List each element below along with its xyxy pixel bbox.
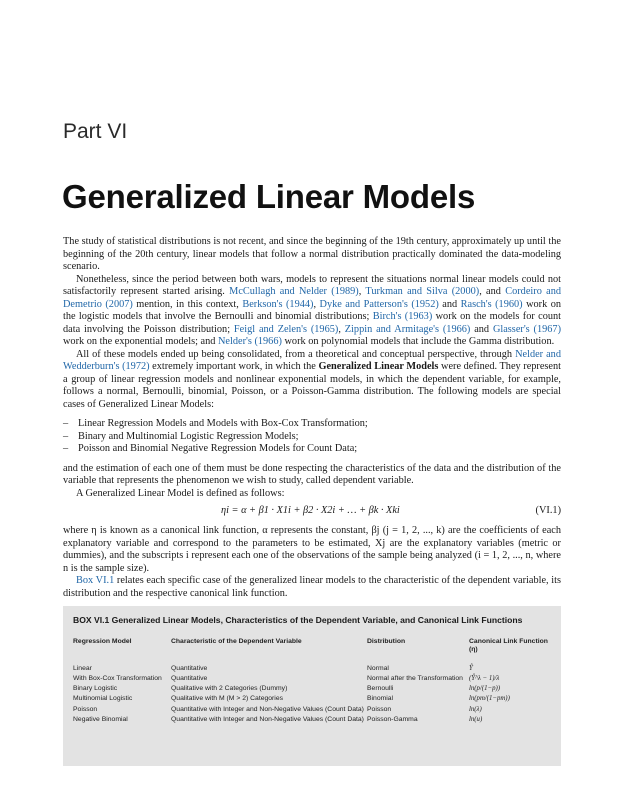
citation-link[interactable]: Rasch's (1960) (460, 298, 523, 310)
cell-model: Poisson (73, 705, 98, 713)
table-row (73, 716, 553, 726)
cell-model: Linear (73, 664, 92, 672)
cell-distribution: Normal (367, 664, 389, 672)
cell-characteristic: Quantitative (171, 664, 208, 672)
citation-link[interactable]: Cordeiro and Demetrio (2007) (63, 286, 562, 310)
text-run: were defined. They represent a group of linear regression models and nonlinear exponential models, in which the dependent variable, for example, follows a normal, Bernoulli, binomial, Poisson, or a Poisson-Gamma distribution. The following models are special cases of Generalized Linear Models: (63, 361, 561, 410)
paragraph-definition: A Generalized Linear Model is defined as follows: (76, 487, 285, 499)
cell-model: Negative Binomial (73, 716, 128, 724)
cell-link-function: (Ŷ^λ − 1)/λ (469, 674, 500, 682)
list-item-text: Linear Regression Models and Models with Box-Cox Transformation; (78, 418, 368, 429)
model-list (63, 418, 561, 456)
text-run: All of these models ended up being consolidated, from a theoretical and conceptual perspective, through (76, 348, 516, 360)
bold-term: Generalized Linear Models (318, 361, 439, 372)
text-run: relates each specific case of the generalized linear models to the characteristic of the dependent variable, its distribution and the respective canonical link function. (63, 575, 562, 599)
citation-link[interactable]: Feigl and Zelen's (1965) (233, 323, 339, 335)
citation-link[interactable]: Dyke and Patterson's (1952) (319, 298, 439, 310)
citation-link[interactable]: Berkson's (1944) (242, 298, 314, 310)
header-link-function: Canonical Link Function (η) (469, 638, 548, 654)
box-title: BOX VI.1 Generalized Linear Models, Characteristics of the Dependent Variable, and Canonical Link Functions (73, 615, 523, 625)
cell-model: Multinomial Logistic (73, 695, 133, 703)
paragraph-estimation: and the estimation of each one of them must be done respecting the characteristics of the data and the distribution of the variable that represents the phenomenon we wish to study, called dependent variable. (63, 462, 561, 486)
text-run: work on the exponential models; and (63, 336, 218, 347)
dash-bullet: – (63, 430, 69, 442)
paragraph-consolidation (63, 349, 561, 412)
header-characteristic: Characteristic of the Dependent Variable (171, 638, 302, 645)
body-text (63, 236, 561, 600)
text-run: and (438, 298, 461, 310)
table-row (73, 706, 553, 716)
cell-characteristic: Quantitative with Integer and Non-Negative Values (Count Data) (171, 716, 364, 724)
paragraph-where: where η is known as a canonical link function, α represents the constant, βj (j = 1, 2, ..., k) are the coefficients of each explanatory variable and correspond to the parameters to be estimated, Xj are the explanatory variables (metric or dummies), and the subscripts i represent each one of the observations of the sample being analyzed (i = 1, 2, ..., n, where n is the sample size). (63, 525, 561, 574)
box-vi-1 (63, 606, 561, 766)
text-run: work on polynomial models that include the Gamma distribution. (281, 336, 555, 347)
text-run: , (358, 286, 366, 297)
chapter-title: Generalized Linear Models (62, 178, 476, 215)
equation-vi-1 (63, 505, 561, 519)
list-item (63, 431, 561, 444)
paragraph-intro: The study of statistical distributions is not recent, and since the beginning of the 19th century, approximately up until the beginning of the 20th century, linear models that follow a normal distribution practically dominated the data-modeling scenario. (63, 236, 561, 272)
text-run: and (470, 323, 493, 335)
table-row (73, 665, 553, 675)
cell-link-function: ln(u) (469, 716, 483, 724)
dash-bullet: – (63, 418, 69, 429)
cell-link-function: ln(p/(1−p)) (469, 685, 501, 693)
text-run: work on the logistic models that involve the Bernoulli and binomial distributions; (63, 298, 562, 322)
cell-model: Binary Logistic (73, 685, 118, 693)
cell-characteristic: Qualitative with 2 Categories (Dummy) (171, 685, 288, 693)
equation-body: ηi = α + β1 · X1i + β2 · X2i + … + βk · Xki (221, 505, 400, 516)
list-item-text: Poisson and Binomial Negative Regression Models for Count Data; (78, 443, 358, 454)
cell-distribution: Poisson (367, 705, 392, 713)
paragraph-box-reference (63, 575, 561, 600)
citation-link[interactable]: Birch's (1963) (372, 311, 433, 322)
text-run: mention, in this context, (132, 298, 243, 310)
citation-link[interactable]: McCullagh and Nelder (1989) (229, 286, 359, 297)
text-run: work on the models for count data involving the Poisson distribution; (63, 311, 561, 335)
cell-distribution: Bernoulli (367, 685, 394, 693)
cell-characteristic: Quantitative with Integer and Non-Negative Values (Count Data) (171, 705, 364, 713)
paragraph-history (63, 274, 561, 349)
header-regression-model: Regression Model (73, 638, 132, 645)
list-item (63, 443, 561, 456)
part-label: Part VI (63, 120, 128, 143)
cell-link-function: Ŷ (469, 664, 473, 672)
cell-characteristic: Quantitative (171, 674, 208, 682)
cell-link-function: ln(pm/(1−pm)) (469, 695, 510, 703)
citation-link[interactable]: Nelder's (1966) (218, 336, 282, 347)
text-run: , (338, 323, 345, 335)
dash-bullet: – (63, 443, 69, 454)
table-row (73, 685, 553, 695)
cell-link-function: ln(λ) (469, 705, 482, 713)
cell-distribution: Poisson-Gamma (367, 716, 418, 724)
equation-number: (VI.1) (535, 505, 561, 516)
citation-link[interactable]: Turkman and Silva (2000) (365, 286, 480, 297)
citation-link[interactable]: Zippin and Armitage's (1966) (344, 323, 471, 335)
text-run: , and (479, 286, 506, 297)
cell-distribution: Normal after the Transformation (367, 674, 463, 682)
cell-characteristic: Qualitative with M (M > 2) Categories (171, 695, 283, 703)
text-run: , (313, 298, 320, 310)
table-row (73, 675, 553, 685)
cell-distribution: Binomial (367, 695, 394, 703)
citation-link[interactable]: Glasser's (1967) (492, 323, 561, 335)
text-run: extremely important work, in which the (149, 361, 319, 372)
text-run: Nonetheless, since the period between both wars, models to represent the situations normal linear models could not satisfactorily represent started arising. (63, 273, 561, 297)
glm-table (73, 638, 553, 726)
cell-model: With Box-Cox Transformation (73, 674, 162, 682)
box-reference-link[interactable]: Box VI.1 (76, 575, 115, 586)
header-distribution: Distribution (367, 638, 406, 645)
list-item-text: Binary and Multinomial Logistic Regression Models; (78, 430, 299, 442)
citation-link[interactable]: Nelder and Wedderburn's (1972) (63, 348, 561, 372)
table-row (73, 695, 553, 705)
list-item (63, 418, 561, 431)
table-header-row (73, 638, 553, 665)
